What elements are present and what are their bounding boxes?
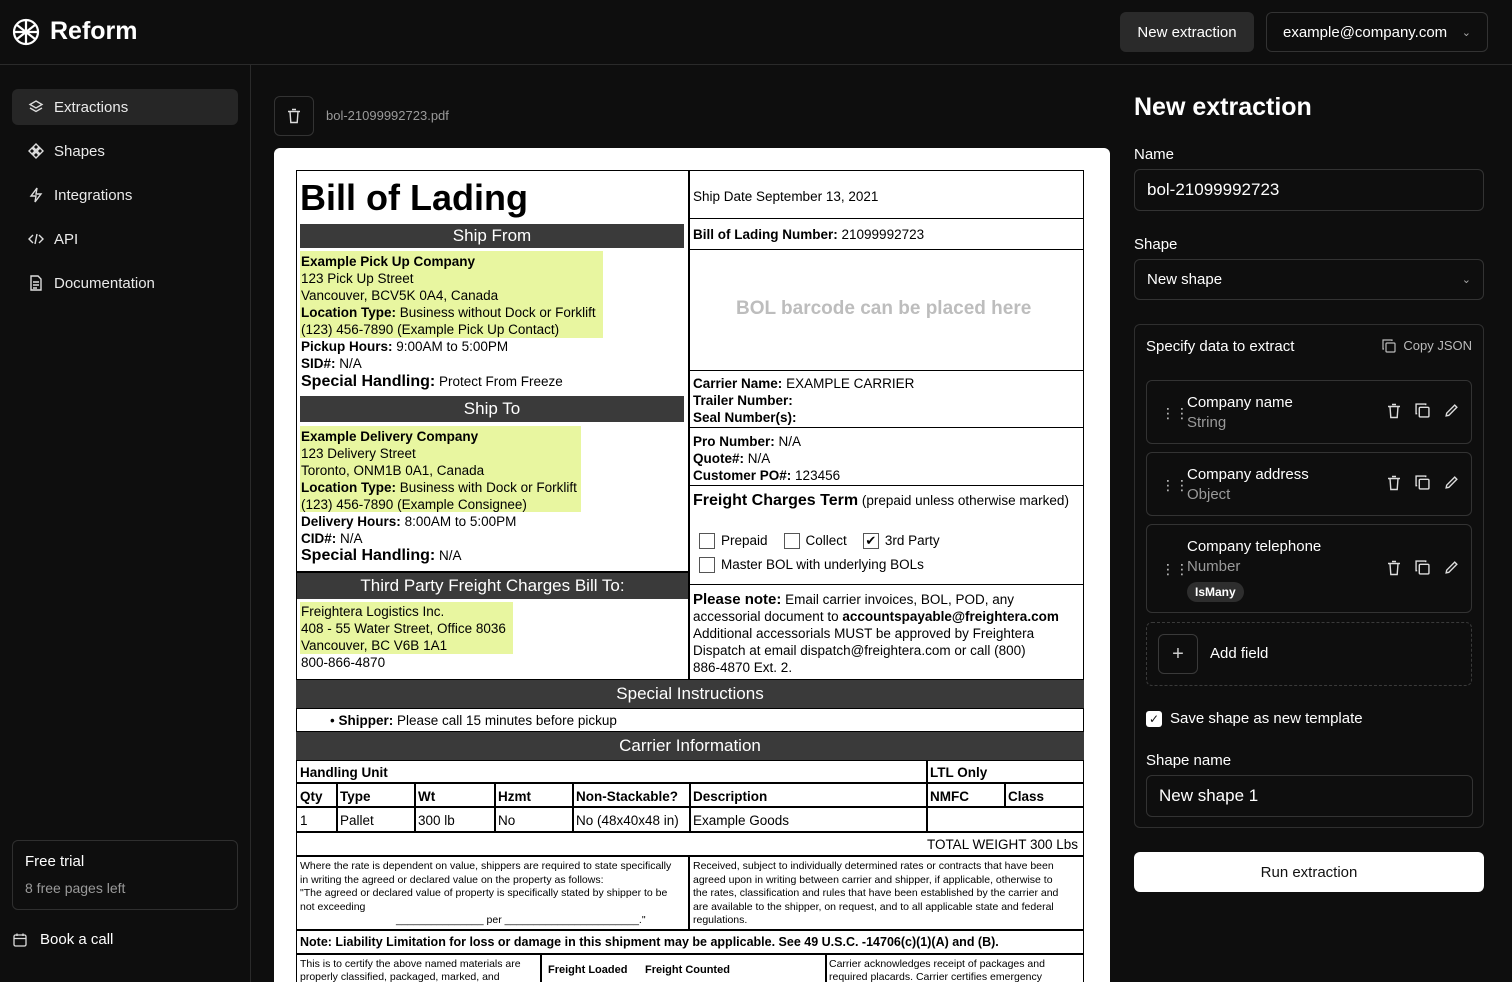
name-label: Name <box>1134 146 1175 163</box>
liability-note: Note: Liability Limitation for loss or damage in this shipment may be applicable. See 49 U.S.C. -14706(c)(1)(A) and (B). <box>300 935 999 949</box>
total-weight: TOTAL WEIGHT 300 Lbs <box>926 837 1078 852</box>
pickup-label: Pickup Hours: <box>301 339 393 354</box>
panel-title: New extraction <box>1134 93 1312 121</box>
pencil-icon[interactable] <box>1444 560 1459 575</box>
third-party-checkbox[interactable]: ✔ <box>863 533 879 549</box>
field-type: String <box>1187 414 1227 431</box>
location-label: Location Type: <box>301 305 397 320</box>
to-city: Toronto, ONM1B 0A1, Canada <box>301 463 485 478</box>
add-field-label: Add field <box>1210 645 1269 662</box>
from-street: 123 Pick Up Street <box>301 271 414 286</box>
rate-terms-2: in writing the agreed or declared value on the property as follows: <box>300 873 604 886</box>
prepaid-checkbox[interactable] <box>699 533 715 549</box>
certify-2: properly classified, packaged, marked, and <box>300 971 500 982</box>
col-qty: Qty <box>300 789 323 804</box>
new-extraction-button[interactable]: New extraction <box>1120 12 1254 52</box>
from-company: Example Pick Up Company <box>301 254 476 269</box>
row-hazmat: No <box>498 813 516 828</box>
ship-date: Ship Date September 13, 2021 <box>693 189 879 204</box>
note-email: accountspayable@freightera.com <box>842 609 1059 624</box>
shape-name-label: Shape name <box>1146 752 1232 769</box>
freight-term-label: Freight Charges Term <box>693 492 859 509</box>
received-terms-1: Received, subject to individually determined rates or contracts that have been <box>693 860 1054 872</box>
to-special-handling: N/A <box>439 548 462 563</box>
pro-number: N/A <box>778 434 802 449</box>
reform-logo-icon <box>12 18 40 46</box>
shape-name-value: New shape 1 <box>1159 786 1259 805</box>
seal-label: Seal Number(s): <box>693 410 797 425</box>
field-company-name[interactable] <box>1146 380 1472 444</box>
tp-phone: 800-866-4870 <box>301 655 386 670</box>
from-special-handling: Protect From Freeze <box>439 374 563 389</box>
sid-value: N/A <box>339 356 362 371</box>
row-weight: 300 lb <box>418 813 455 828</box>
collect-label: Collect <box>805 533 847 548</box>
duplicate-icon[interactable] <box>1415 475 1430 490</box>
special-handling-label: Special Handling: <box>301 547 436 564</box>
tp-street: 408 - 55 Water Street, Office 8036 <box>301 621 506 636</box>
plus-icon: + <box>1158 634 1198 674</box>
chevron-down-icon: ⌄ <box>1461 274 1471 286</box>
shipper-instruction: Please call 15 minutes before pickup <box>397 713 617 728</box>
app-logo[interactable] <box>12 17 138 46</box>
sidebar-item-api[interactable] <box>12 221 238 257</box>
master-bol-label: Master BOL with underlying BOLs <box>721 557 924 572</box>
top-bar <box>0 0 1512 65</box>
third-party-header: Third Party Freight Charges Bill To: <box>297 573 688 599</box>
shape-name-input[interactable] <box>1146 775 1473 817</box>
shape-label: Shape <box>1134 236 1178 253</box>
copy-json-button[interactable] <box>1382 338 1472 353</box>
rate-terms-4: not exceeding <box>300 900 366 913</box>
duplicate-icon[interactable] <box>1415 560 1430 575</box>
carrier-label: Carrier Name: <box>693 376 783 391</box>
copy-json-label: Copy JSON <box>1403 338 1472 353</box>
sid-label: SID#: <box>301 356 336 371</box>
field-type: Number <box>1187 558 1241 575</box>
code-icon <box>28 231 44 247</box>
file-name: bol-21099992723.pdf <box>326 108 449 123</box>
quote-label: Quote#: <box>693 451 745 466</box>
cid-label: CID#: <box>301 531 337 546</box>
save-template-checkbox[interactable] <box>1146 710 1363 727</box>
col-nmfc: NMFC <box>930 789 969 804</box>
sidebar-item-label: Documentation <box>54 274 155 292</box>
from-city: Vancouver, BCV5K 0A4, Canada <box>301 288 499 303</box>
note-line-1: Email carrier invoices, BOL, POD, any <box>785 592 1014 607</box>
tp-city: Vancouver, BC V6B 1A1 <box>301 638 448 653</box>
third-party-label: 3rd Party <box>884 533 940 548</box>
field-type: Object <box>1187 486 1231 503</box>
certify-1: This is to certify the above named materials are <box>300 958 521 970</box>
field-company-telephone[interactable] <box>1146 524 1472 613</box>
run-extraction-button[interactable]: Run extraction <box>1134 852 1484 892</box>
sidebar-item-label: Integrations <box>54 186 133 204</box>
note-line-2: accessorial document to <box>693 609 839 624</box>
barcode-placeholder: BOL barcode can be placed here <box>736 298 1032 319</box>
col-non-stackable: Non-Stackable? <box>576 789 679 804</box>
calendar-icon <box>12 932 28 948</box>
col-weight: Wt <box>418 789 436 804</box>
trash-icon <box>287 108 301 124</box>
drag-handle-icon[interactable]: ⋮⋮ <box>1161 405 1189 421</box>
to-location: Business with Dock or Forklift <box>399 480 577 495</box>
sidebar-item-label: Shapes <box>54 142 105 160</box>
save-template-label: Save shape as new template <box>1170 710 1363 727</box>
trash-icon[interactable] <box>1387 475 1401 491</box>
trial-title: Free trial <box>25 853 85 870</box>
ack-1: Carrier acknowledges receipt of packages and <box>829 958 1045 970</box>
received-terms-4: are available to the shipper, on request, and to all applicable state and federal <box>693 900 1054 913</box>
collect-checkbox[interactable] <box>784 533 800 549</box>
name-input-value: bol-21099992723 <box>1147 180 1280 199</box>
received-terms-5: regulations. <box>693 914 748 926</box>
sidebar-item-extractions[interactable] <box>12 89 238 125</box>
book-a-call-label: Book a call <box>40 931 114 948</box>
row-non-stackable: No (48x40x48 in) <box>576 813 679 828</box>
note-line-5: 886-4870 Ext. 2. <box>693 660 793 675</box>
duplicate-icon[interactable] <box>1415 403 1430 418</box>
location-label: Location Type: <box>301 480 397 495</box>
name-input[interactable] <box>1134 169 1484 211</box>
trash-icon[interactable] <box>1387 403 1401 419</box>
sidebar-item-documentation[interactable] <box>12 265 238 301</box>
ack-2: required placards. Carrier certifies emergency <box>829 971 1042 982</box>
add-field-button[interactable] <box>1146 622 1472 686</box>
ship-to-header: Ship To <box>300 396 684 422</box>
to-phone: (123) 456-7890 (Example Consignee) <box>301 497 527 512</box>
sidebar-item-shapes[interactable] <box>12 133 238 169</box>
prepaid-label: Prepaid <box>721 533 768 548</box>
delivery-hours: 8:00AM to 5:00PM <box>404 514 517 529</box>
row-description: Example Goods <box>693 813 790 828</box>
tp-company: Freightera Logistics Inc. <box>301 604 445 619</box>
account-dropdown[interactable] <box>1266 12 1488 52</box>
col-hazmat: Hzmt <box>498 789 531 804</box>
received-terms-3: the rates, classification and rules that have been established by the carrier and <box>693 887 1059 899</box>
specify-data-card <box>1134 324 1484 828</box>
master-bol-checkbox[interactable] <box>699 557 715 573</box>
sidebar-item-label: Extractions <box>54 98 129 116</box>
document-title: Bill of Lading <box>300 177 528 218</box>
pencil-icon[interactable] <box>1444 475 1459 490</box>
freight-loaded: Freight Loaded <box>548 964 628 976</box>
special-handling-label: Special Handling: <box>301 373 436 390</box>
layers-icon <box>28 99 44 115</box>
freight-term-note: (prepaid unless otherwise marked) <box>861 493 1069 508</box>
document-icon <box>28 275 44 291</box>
copy-icon <box>1382 339 1396 353</box>
shapes-icon <box>28 143 44 159</box>
trailer-label: Trailer Number: <box>693 393 793 408</box>
field-name: Company name <box>1187 394 1293 411</box>
shape-select-value: New shape <box>1147 271 1223 288</box>
pdf-page[interactable]: Bill of Lading Ship Date September 13, 2021 Bill of Lading Number: 21099992723 BOL barcode can be placed here Ship From Example Pick Up Company 123 Pick Up Street Vancouver, BCV5K 0A4, Canada Location Type: Business without Dock or Forklift (123) 456-7890 (Example Pick Up Contact) Pickup Hours: 9:00AM to 5:00PM SID#: N/A Special Handling: Protect From Freeze Ship To Example Delivery Company 123 Delivery Street Toronto, ONM1B 0A1, Canada Location Type: Business with Dock or Forklift (123) 456-7890 (Example Consignee) Delivery Hours: 8:00AM to 5:00PM CID#: N/A Special Handling: N/A Third Party Freight Charges Bill To: Freightera Logistics Inc. 408 - 55 Water Street, Office 8036 Vancouver, BC V6B 1A1 800-866-4870 Carrier Name: EXAMPLE CARRIER Trailer Number: Seal Number(s): Pro Number: N/A Quote#: N/A Customer PO#: 123456 Freight Charges Term (prepaid unless otherwise marked) Prepaid Collect ✔ 3rd Party Master BOL with underlying BOLs Please note: Email carrier invoices, BOL, POD, any accessorial document to accountspayable@freightera.com Additional accessorials MUST be approved by Freightera Dispatch at email dispatch@freightera.com or call (800) 886-4870 Ext. 2. Special Instructions • Shipper: Please call 15 minutes before pickup Carrier Information Handling Unit LTL Only Qty Type Wt Hzmt Non-Stackable? Description NMFC Class 1 Pallet 300 lb No No (48x40x48 in) Example Goods TOTAL WEIGHT 300 Lbs Where the rate is dependent on value, shippers are required to state specifically in writing the agreed or declared value on the property as follows: "The agreed or declared value of property is specifically stated by shipper to be not exceeding _______________ per _______________________." Received, subject to individually determined rates or contracts that have been agreed upon in writing between carrier and shipper, if applicable, otherwise to the rates, classification and rules that have been established by the carrier and are available to the shipper, on request, and to all applicable state and federal regulations. Note: Liability Limitation for loss or damage in this shipment may be applicable. See 49 U.S.C. -14706(c)(1)(A) and (B). This is to certify the above named materials are properly classified, packaged, marked, and Freight Loaded Freight Counted Carrier acknowledges receipt of packages and required placards. Carrier certifies emergency <box>274 148 1110 982</box>
is-many-badge: IsMany <box>1187 582 1244 602</box>
cid-value: N/A <box>340 531 363 546</box>
trash-icon[interactable] <box>1387 560 1401 576</box>
quote-number: N/A <box>747 451 771 466</box>
carrier-information-header: Carrier Information <box>296 732 1084 760</box>
po-number: 123456 <box>795 468 841 483</box>
field-name: Company address <box>1187 466 1309 483</box>
to-company: Example Delivery Company <box>301 429 479 444</box>
book-a-call-link[interactable] <box>12 931 113 948</box>
po-label: Customer PO#: <box>693 468 792 483</box>
row-qty: 1 <box>300 813 308 828</box>
spec-title: Specify data to extract <box>1146 338 1295 355</box>
drag-handle-icon[interactable]: ⋮⋮ <box>1161 477 1189 493</box>
to-street: 123 Delivery Street <box>301 446 416 461</box>
bol-number: 21099992723 <box>841 227 925 242</box>
rate-terms-3: "The agreed or declared value of property is specifically stated by shipper to be <box>300 887 668 899</box>
ltl-only-header: LTL Only <box>930 765 988 780</box>
note-label: Please note: <box>693 591 782 608</box>
sidebar-item-label: API <box>54 230 79 248</box>
shipper-label: Shipper: <box>338 713 394 728</box>
col-class: Class <box>1008 789 1045 804</box>
field-company-address[interactable] <box>1146 452 1472 516</box>
pencil-icon[interactable] <box>1444 403 1459 418</box>
app-name: Reform <box>50 17 138 45</box>
chevron-down-icon: ⌄ <box>1461 26 1471 39</box>
col-description: Description <box>693 789 768 804</box>
pro-label: Pro Number: <box>693 434 775 449</box>
handling-unit-header: Handling Unit <box>300 765 388 780</box>
trial-pages-left: 8 free pages left <box>25 880 126 896</box>
sidebar-item-integrations[interactable] <box>12 177 238 213</box>
note-line-4: Dispatch at email dispatch@freightera.com or call (800) <box>693 643 1026 658</box>
delete-file-button[interactable] <box>274 96 314 136</box>
received-terms-2: agreed upon in writing between carrier and shipper, if applicable, otherwise to <box>693 873 1053 886</box>
account-email: example@company.com <box>1283 23 1448 41</box>
freight-counted: Freight Counted <box>645 964 730 976</box>
bolt-icon <box>28 187 44 203</box>
bol-number-label: Bill of Lading Number: <box>693 227 838 242</box>
note-line-3: Additional accessorials MUST be approved by Freightera <box>693 626 1035 641</box>
drag-handle-icon[interactable]: ⋮⋮ <box>1161 561 1189 577</box>
sidebar <box>0 65 251 982</box>
rate-terms-1: Where the rate is dependent on value, shippers are required to state specifically <box>300 860 672 872</box>
delivery-label: Delivery Hours: <box>301 514 401 529</box>
field-name: Company telephone <box>1187 538 1322 555</box>
col-type: Type <box>340 789 371 804</box>
rate-terms-5: _______________ per _______________________." <box>396 914 646 926</box>
row-type: Pallet <box>340 813 374 828</box>
ship-from-header: Ship From <box>300 224 684 248</box>
carrier-name: EXAMPLE CARRIER <box>786 376 915 391</box>
special-instructions-header: Special Instructions <box>296 680 1084 708</box>
free-trial-card <box>12 840 238 910</box>
shape-select[interactable] <box>1134 259 1484 300</box>
checkbox-checked-icon: ✓ <box>1146 711 1162 727</box>
pickup-hours: 9:00AM to 5:00PM <box>396 339 509 354</box>
from-location: Business without Dock or Forklift <box>399 305 596 320</box>
from-phone: (123) 456-7890 (Example Pick Up Contact) <box>301 322 560 337</box>
